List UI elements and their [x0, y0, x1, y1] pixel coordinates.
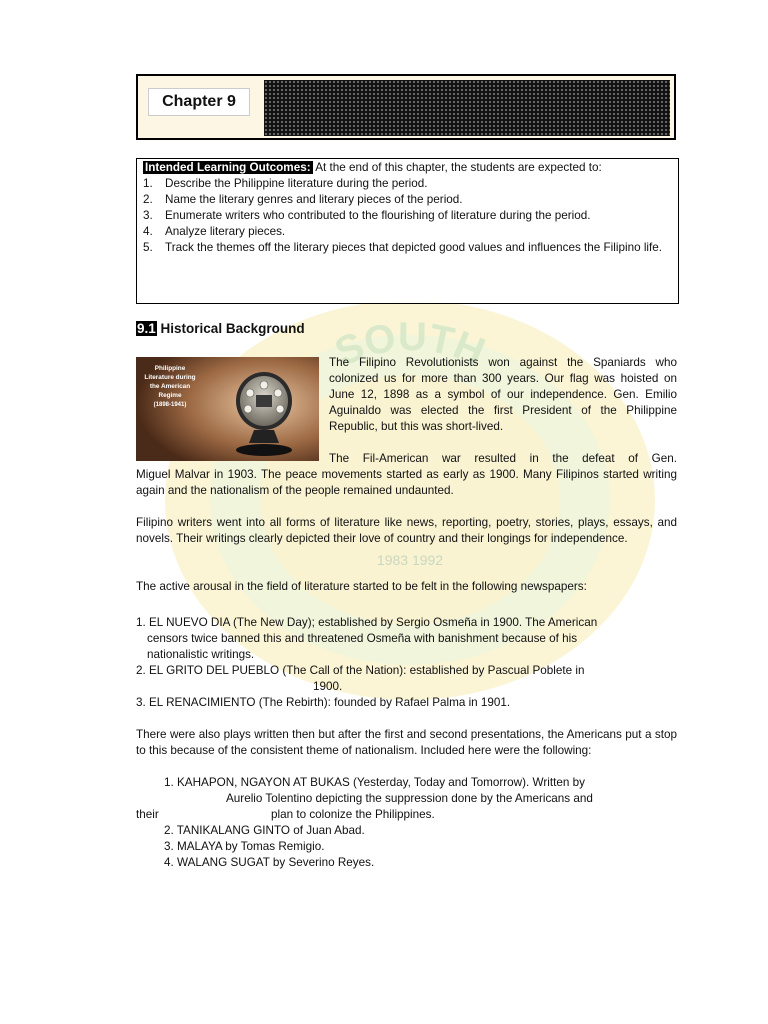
item-number: 2. [143, 193, 153, 206]
play-item-2: 2. TANIKALANG GINTO of Juan Abad. [164, 824, 365, 837]
newspaper-item-3: 3. EL RENACIMIENTO (The Rebirth): founded by Rafael Palma in 1901. [136, 696, 511, 709]
paragraph-filamerican-start [329, 451, 677, 467]
paragraph-filamerican-rest: Miguel Malvar in 1903. The peace movements started as early as 1900. Many Filipinos started writing again and the nationalism of the people remained undaunted. [136, 468, 677, 497]
chapter-title-banner [264, 80, 670, 136]
list-item [143, 192, 670, 208]
paragraph-writers: Filipino writers went into all forms of literature like news, reporting, poetry, stories, plays, essays, and novels. Their writings clearly depicted their love of country and their longings for independence. [136, 516, 677, 545]
section-number: 9.1 [137, 321, 156, 336]
section-title: Historical Background [160, 321, 305, 336]
play-item-1-cont: plan to colonize the Philippines. [271, 808, 435, 821]
section-illustration [136, 357, 319, 461]
item-number: 5. [143, 241, 153, 254]
section-heading [136, 321, 305, 336]
learning-outcomes-box [136, 158, 679, 304]
list-item [143, 176, 670, 192]
newspaper-item-2-cont: 1900. [313, 680, 343, 693]
image-title-line: (1898-1941) [153, 402, 187, 408]
item-number: 4. [143, 225, 153, 238]
image-title-line: Regime [158, 392, 182, 399]
image-title-line: Philippine [154, 365, 186, 372]
play-item-3: 3. MALAYA by Tomas Remigio. [164, 840, 325, 853]
learning-outcomes-heading: Intended Learning Outcomes: [145, 161, 311, 174]
item-text: Analyze literary pieces. [165, 225, 286, 238]
watermark-top-text: SOUTH [328, 314, 491, 375]
paragraph-plays-intro: There were also plays written then but after the first and second presentations, the Americans put a stop to this because of the consistent theme of nationalism. Included here were the following: [136, 728, 677, 757]
learning-outcomes-intro-text: At the end of this chapter, the students are expected to: [315, 161, 602, 174]
item-number: 3. [143, 209, 153, 222]
play-item-1-cont: Aurelio Tolentino depicting the suppression done by the Americans and [226, 792, 593, 805]
play-item-1-cont: their [136, 808, 159, 821]
paragraph-line: The Fil-American war resulted in the defeat of Gen. [329, 452, 677, 465]
item-text: Enumerate writers who contributed to the flourishing of literature during the period. [165, 209, 591, 222]
paragraph-revolution: The Filipino Revolutionists won against the Spaniards who colonized us for more than 300 years. Our flag was hoisted on June 12, 1898 as a symbol of our independence. Gen. Emilio Aguinaldo was elected the first President of the Philippine Republic, but this was short-lived. [329, 356, 677, 433]
newspaper-item-1: 1. EL NUEVO DIA (The New Day); established by Sergio Osmeña in 1900. The American [136, 616, 598, 629]
item-text: Name the literary genres and literary pieces of the period. [165, 193, 463, 206]
play-item-1: 1. KAHAPON, NGAYON AT BUKAS (Yesterday, Today and Tomorrow). Written by [164, 776, 585, 789]
paragraph-newspapers-intro: The active arousal in the field of literature started to be felt in the following newspapers: [136, 580, 587, 593]
list-item [143, 208, 670, 224]
play-item-4: 4. WALANG SUGAT by Severino Reyes. [164, 856, 375, 869]
newspaper-item-1-cont: censors twice banned this and threatened Osmeña with banishment because of his [147, 632, 578, 645]
list-item [143, 224, 670, 240]
watermark-year: 1983 1992 [376, 552, 444, 568]
newspaper-item-1-cont: nationalistic writings. [147, 648, 255, 661]
list-item [143, 240, 670, 256]
image-title-line: Literature during [144, 374, 196, 381]
item-text: Describe the Philippine literature during the period. [165, 177, 428, 190]
chapter-header [136, 74, 676, 140]
image-title-line: the American [149, 383, 191, 390]
item-number: 1. [143, 177, 153, 190]
chapter-label: Chapter 9 [148, 88, 250, 116]
learning-outcomes-intro [143, 160, 670, 176]
newspaper-item-2: 2. EL GRITO DEL PUEBLO (The Call of the Nation): established by Pascual Poblete in [136, 664, 585, 677]
learning-outcomes-list [143, 176, 670, 256]
item-text: Track the themes off the literary pieces that depicted good values and influences the Filipino life. [165, 241, 663, 254]
